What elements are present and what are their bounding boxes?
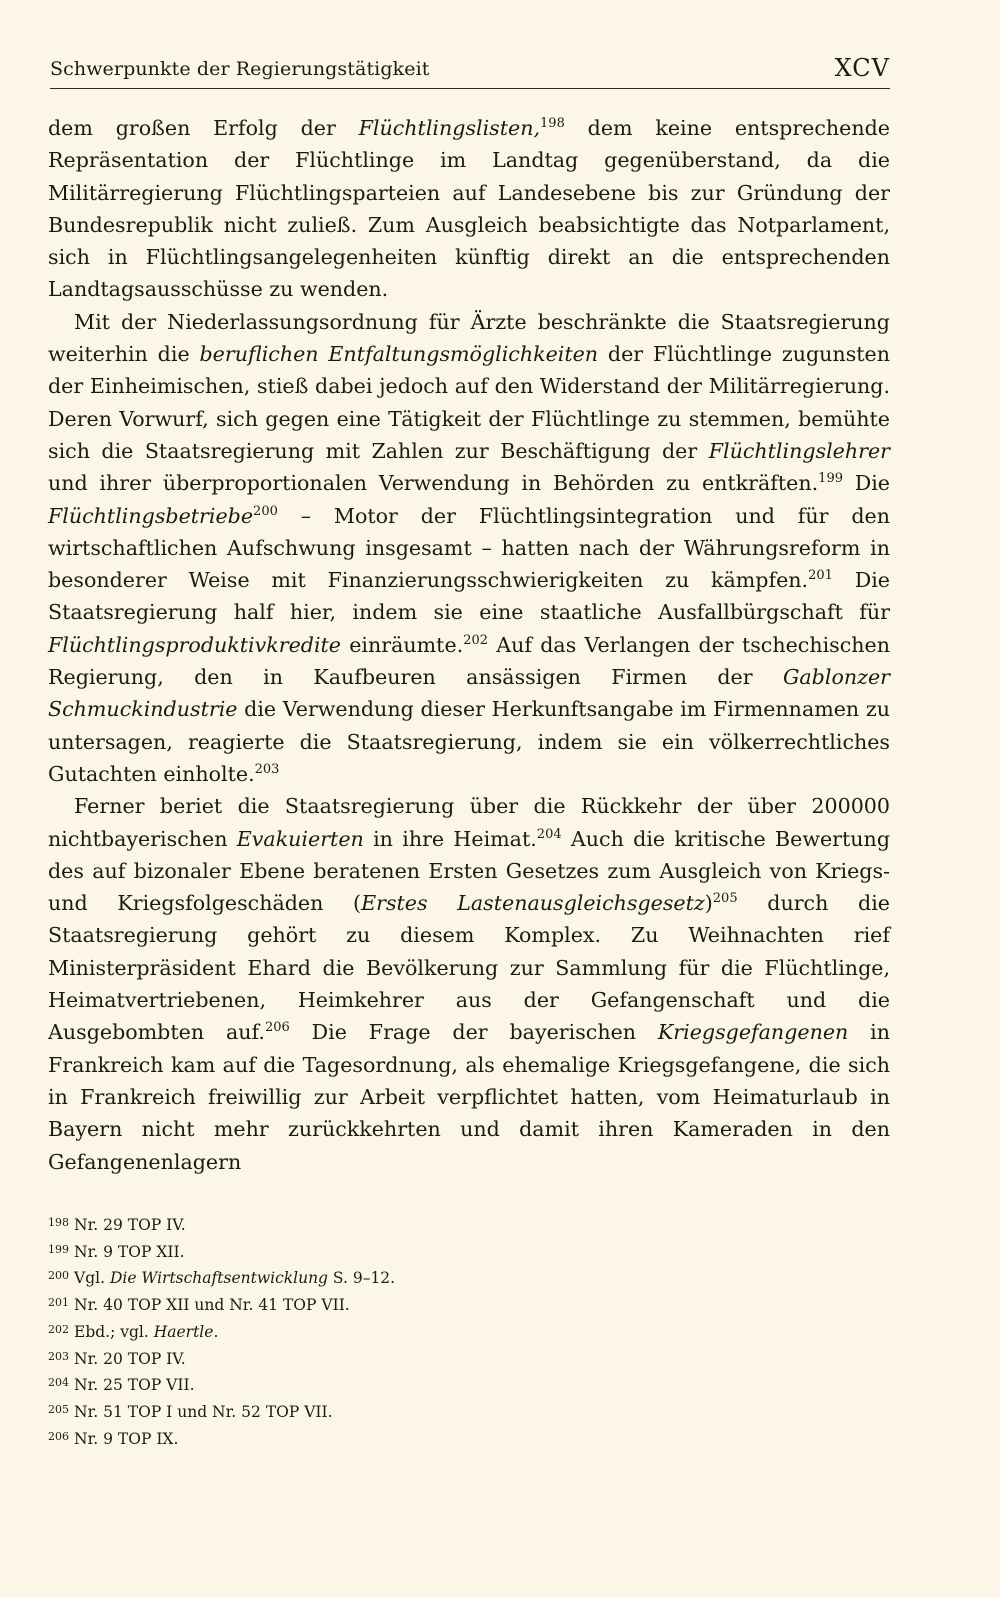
footnote-number: 206: [48, 1429, 69, 1443]
italic-term: Flüchtlingsbetriebe: [48, 503, 254, 528]
footnote-text: Nr. 20 TOP IV.: [74, 1349, 186, 1368]
text-span: die Verwendung dieser Herkunftsangabe im Firmennamen zu untersagen, reagierte die Staatsregierung, indem sie ein völkerrechtliches Gutachten einholte.: [48, 697, 890, 786]
italic-term: Evakuierten: [236, 826, 364, 851]
footnote-204: [48, 1371, 648, 1398]
text-span: – Motor der Flüchtlingsintegration und für den wirtschaftlichen Aufschwung insgesamt – hatten nach der Währungsreform in besonderer Weise mit Finanzierungsschwierigkeiten zu kämpfen.: [48, 503, 890, 593]
text-span: ): [704, 891, 713, 916]
italic-term: Flüchtlingslisten,: [358, 116, 541, 140]
text-span: einräumte.: [341, 632, 464, 657]
footnote-ref-202: 202: [463, 632, 489, 648]
footnote-text: Nr. 40 TOP XII und Nr. 41 TOP VII.: [74, 1296, 350, 1315]
page-number: XCV: [834, 54, 890, 82]
footnote-text: Nr. 9 TOP IX.: [74, 1429, 179, 1448]
footnote-ref-198: 198: [540, 116, 565, 131]
paragraph-2: [48, 306, 890, 790]
footnote-number: 202: [48, 1322, 69, 1336]
italic-term: Flüchtlingsproduktivkredite: [48, 632, 341, 657]
footnote-number: 201: [48, 1296, 69, 1310]
footnote-number: 204: [48, 1376, 69, 1390]
footnote-number: 200: [48, 1269, 69, 1283]
footnote-italic: Haertle: [153, 1322, 214, 1341]
italic-term: beruflichen Entfaltungsmöglichkeiten: [199, 342, 599, 367]
footnote-206: [48, 1425, 648, 1452]
footnote-text: Nr. 51 TOP I und Nr. 52 TOP VII.: [74, 1402, 333, 1421]
body-text: [48, 112, 890, 1178]
text-span: in Frankreich kam auf die Tagesordnung, als ehemalige Kriegsgefangene, die sich in Frankreich freiwillig zur Arbeit verpflichtet hatten, vom Heimaturlaub in Bayern nicht mehr zurückkehrten und damit ihren Kameraden in den Gefangenenlagern: [48, 1020, 890, 1174]
text-span: und ihrer überproportionalen Verwendung in Behörden zu entkräften.: [48, 471, 819, 496]
text-span: Die: [843, 471, 890, 496]
text-span: Auch die kritische Bewertung des auf bizonaler Ebene beratenen Ersten Gesetzes zum Ausgleich von Kriegs- und Kriegsfolgeschäden (: [48, 826, 890, 916]
paragraph-1: [48, 112, 890, 306]
footnote-text: .: [213, 1322, 219, 1341]
footnote-text: Vgl.: [74, 1269, 110, 1288]
footnote-201: [48, 1291, 648, 1318]
italic-term: Erstes Lastenausgleichsgesetz: [361, 891, 705, 916]
footnote-ref-200: 200: [253, 503, 278, 519]
footnote-italic: Die Wirtschaftsentwicklung: [109, 1269, 328, 1288]
italic-term: Gablonzer Schmuckindustrie: [48, 665, 890, 722]
footnote-text: Nr. 29 TOP IV.: [74, 1216, 186, 1234]
footnote-text: S. 9–12.: [327, 1269, 396, 1288]
footnote-ref-203: 203: [254, 761, 280, 777]
footnote-202: [48, 1318, 648, 1345]
footnote-200: [48, 1264, 648, 1291]
footnote-number: 203: [48, 1349, 69, 1363]
text-span: Auf das Verlangen der tschechischen Regierung, den in Kaufbeuren ansässigen Firmen der: [48, 632, 890, 690]
footnote-text: Nr. 25 TOP VII.: [74, 1376, 195, 1395]
running-title: Schwerpunkte der Regierungstätigkeit: [50, 58, 430, 80]
text-span: Ferner beriet die Staatsregierung über die Rückkehr der über 200000 nichtbayerischen: [48, 794, 890, 851]
page-header: [50, 46, 890, 89]
footnote-ref-199: 199: [818, 471, 843, 487]
footnote-199: [48, 1238, 648, 1265]
footnote-ref-201: 201: [808, 568, 833, 584]
text-span: durch die Staatsregierung gehört zu diesem Komplex. Zu Weihnachten rief Ministerpräsident Ehard die Bevölkerung zur Sammlung für die Flüchtlinge, Heimatvertriebenen, Heimkehrer aus der Gefangenschaft und die Ausgebombten auf.: [48, 891, 890, 1045]
footnote-text: Nr. 9 TOP XII.: [74, 1242, 185, 1261]
footnote-ref-206: 206: [264, 1020, 290, 1036]
paragraph-3: [48, 790, 890, 1178]
text-span: in ihre Heimat.: [363, 826, 537, 851]
text-span: Die Frage der bayerischen: [289, 1020, 658, 1045]
footnote-number: 199: [48, 1242, 69, 1256]
footnote-ref-205: 205: [712, 891, 738, 907]
footnote-text: Ebd.; vgl.: [74, 1322, 154, 1341]
italic-term: Flüchtlingslehrer: [708, 438, 890, 463]
text-span: dem keine entsprechende Repräsentation der Flüchtlinge im Landtag gegenüberstand, da die Militärregierung Flüchtlingsparteien auf Landesebene bis zur Gründung der Bundesrepublik nicht zuließ. Zum Ausgleich beabsichtigte das Notparlament, sich in Flüchtlingsangelegenheiten künftig direkt an die entsprechenden Landtagsausschüsse zu wenden.: [48, 116, 890, 302]
text-span: Die Staatsregierung half hier, indem sie eine staatliche Ausfallbürgschaft für: [48, 568, 890, 625]
footnotes: [48, 1211, 648, 1451]
footnote-198: [48, 1211, 648, 1238]
footnote-203: [48, 1345, 648, 1372]
footnote-205: [48, 1398, 648, 1425]
italic-term: Kriegsgefangenen: [657, 1020, 849, 1045]
text-span: Mit der Niederlassungsordnung für Ärzte beschränkte die Staatsregierung weiterhin die: [48, 309, 890, 367]
footnote-number: 205: [48, 1402, 69, 1416]
text-span: der Flüchtlinge zugunsten der Einheimischen, stieß dabei jedoch auf den Widerstand der Militärregierung. Deren Vorwurf, sich gegen eine Tätigkeit der Flüchtlinge zu stemmen, bemühte sich die Staatsregierung mit Zahlen zur Beschäftigung der: [48, 342, 890, 463]
footnote-number: 198: [48, 1216, 69, 1229]
footnote-ref-204: 204: [536, 826, 562, 842]
text-span: dem großen Erfolg der: [48, 116, 359, 140]
